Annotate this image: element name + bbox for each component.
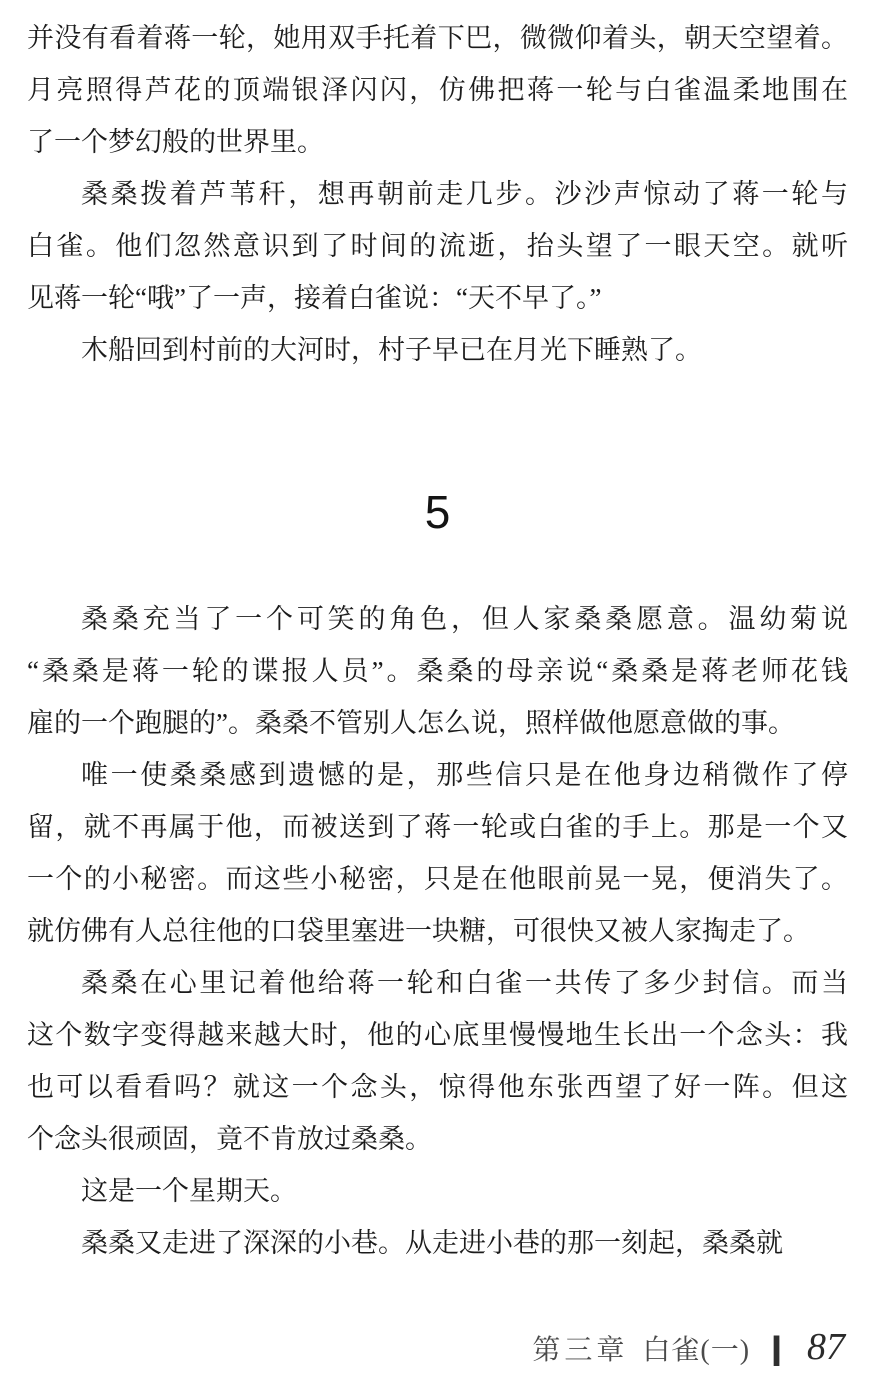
paragraph [27,749,848,957]
text-line: 这个数字变得越来越大时，他的心底里慢慢地生长出一个念头：我 [27,1020,848,1050]
text-line: 也可以看看吗？就这一个念头，惊得他东张西望了好一阵。但这 [27,1072,848,1102]
text-line: 桑桑拨着芦苇秆，想再朝前走几步。沙沙声惊动了蒋一轮与 [81,179,848,209]
text-line: 就仿佛有人总往他的口袋里塞进一块糖，可很快又被人家掏走了。 [27,916,810,946]
paragraph [27,1217,848,1269]
text-line: 见蒋一轮“哦”了一声，接着白雀说：“天不早了。” [27,283,602,313]
text-line: 月亮照得芦花的顶端银泽闪闪，仿佛把蒋一轮与白雀温柔地围在 [27,75,848,105]
text-line: 木船回到村前的大河时，村子早已在月光下睡熟了。 [81,335,702,365]
paragraph [27,12,848,168]
footer-separator: | [770,1330,783,1366]
section-heading: 5 [424,486,451,538]
text-line: “桑桑是蒋一轮的谍报人员”。桑桑的母亲说“桑桑是蒋老师花钱 [27,656,848,686]
text-line: 一个的小秘密。而这些小秘密，只是在他眼前晃一晃，便消失了。 [27,864,848,894]
text-line: 桑桑在心里记着他给蒋一轮和白雀一共传了多少封信。而当 [81,968,848,998]
text-line: 白雀。他们忽然意识到了时间的流逝，抬头望了一眼天空。就听 [27,231,848,261]
text-line: 唯一使桑桑感到遗憾的是，那些信只是在他身边稍微作了停 [81,760,848,790]
page-footer [532,1325,845,1369]
paragraph [27,168,848,324]
footer-section-title: 白雀(一) [642,1335,751,1366]
text-line: 留，就不再属于他，而被送到了蒋一轮或白雀的手上。那是一个又 [27,812,848,842]
text-line: 并没有看着蒋一轮，她用双手托着下巴，微微仰着头，朝天空望着。 [27,23,848,53]
footer-chapter: 第三章 [532,1335,629,1366]
text-line: 雇的一个跑腿的”。桑桑不管别人怎么说，照样做他愿意做的事。 [27,708,795,738]
text-line: 桑桑充当了一个可笑的角色，但人家桑桑愿意。温幼菊说 [81,604,848,634]
paragraph [27,324,848,376]
paragraph [27,1165,848,1217]
paragraph [27,957,848,1165]
text-line: 个念头很顽固，竟不肯放过桑桑。 [27,1124,432,1154]
paragraph [27,593,848,749]
page-number: 87 [807,1326,845,1368]
text-line: 这是一个星期天。 [81,1176,297,1206]
text-line: 桑桑又走进了深深的小巷。从走进小巷的那一刻起，桑桑就 [81,1228,783,1258]
text-line: 了一个梦幻般的世界里。 [27,127,324,157]
